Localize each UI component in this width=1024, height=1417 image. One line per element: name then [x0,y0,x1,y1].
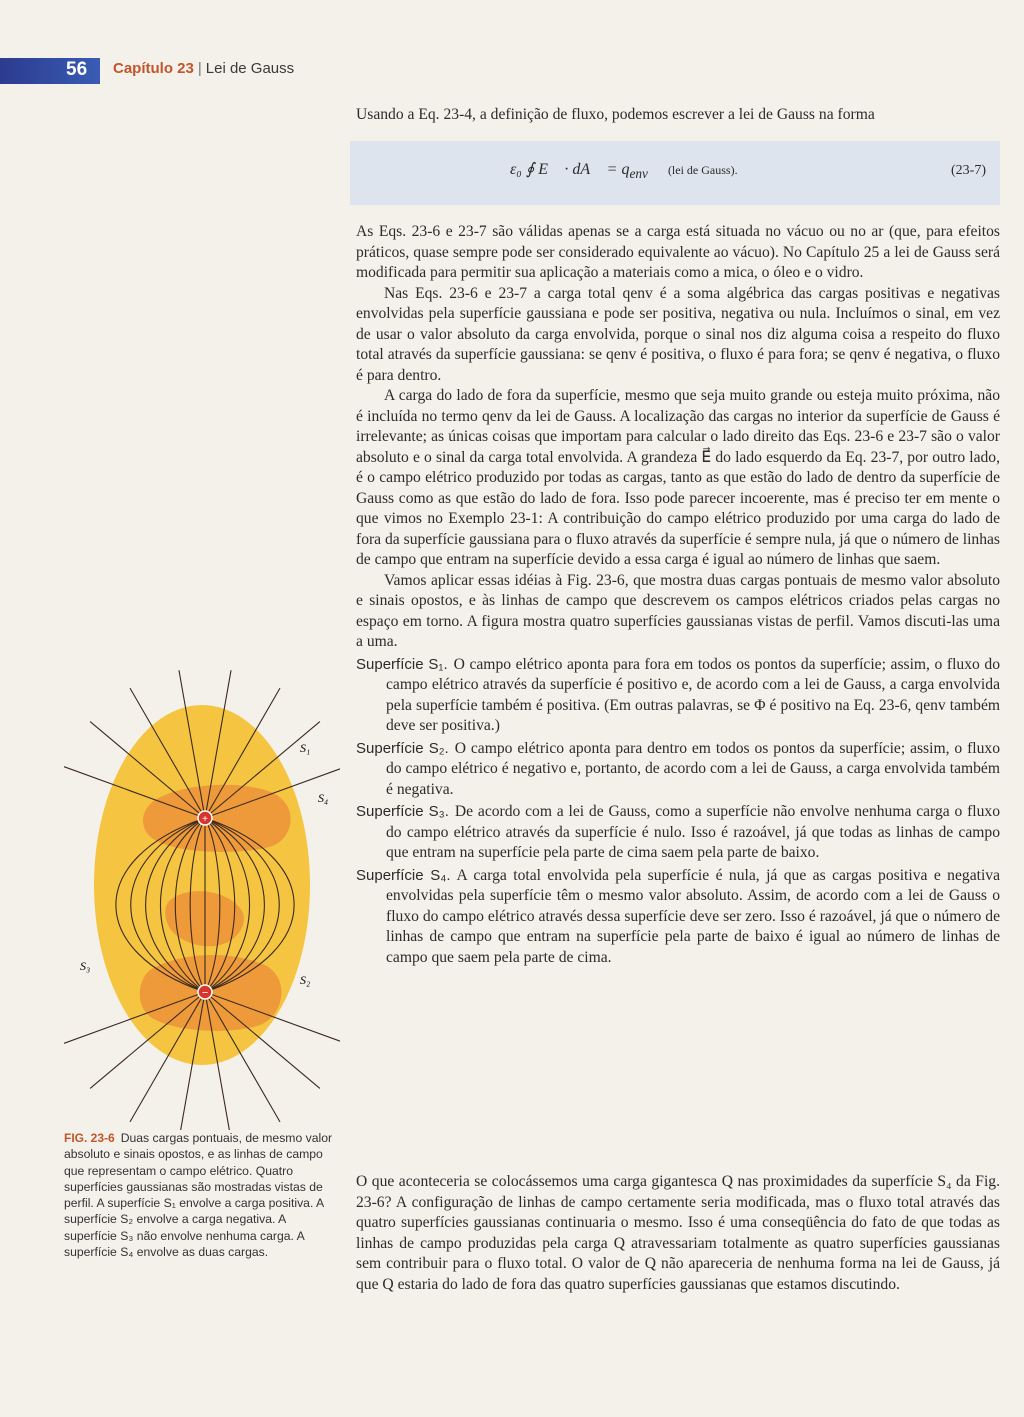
equation-note: (lei de Gauss). [667,163,738,177]
label-s2: S₂ [300,973,311,987]
surface-item [356,655,1000,737]
equation-subscript: env [629,166,648,182]
equation-lhs: ε₀ ∮ E⃗ · dA⃗ = q [510,161,630,178]
surface-label: Superfície S₃. [356,803,449,820]
surface-text: O campo elétrico aponta para dentro em todos os pontos da superfície; assim, o fluxo do campo elétrico é negativo e, portanto, de acordo com a lei de Gauss, a carga envolvida também é negativa. [386,739,1000,798]
surface-text: De acordo com a lei de Gauss, como a superfície não envolve nenhuma carga o fluxo do campo elétrico através da superfície é nulo. Isso é razoável, já que todas as linhas de campo que entram na superfície pela parte de cima saem pela parte de baixo. [386,803,1000,861]
negative-sign: − [201,987,209,999]
surface-item [356,866,1000,969]
body-text [356,222,1000,968]
label-s4: S₄ [318,791,329,805]
chapter-label: Capítulo 23 [113,60,194,77]
paragraph: Nas Eqs. 23-6 e 23-7 a carga total qenv é a soma algébrica das cargas positivas e negativas envolvidas pela superfície gaussiana e pode ser positiva, negativa ou nula. Incluímos o sinal, em vez de usar o valor absoluto da carga envolvida, porque o sinal nos diz alguma coisa a respeito do fluxo total através da superfície gaussiana: se qenv é positiva, o fluxo é para fora; se qenv é negativa, o fluxo é para dentro. [356,284,1000,384]
closing-block [356,1172,1000,1295]
chapter-topic: Lei de Gauss [205,60,295,77]
positive-sign: + [202,814,208,825]
header-separator: | [197,60,202,77]
surface-label: Superfície S₁. [356,655,448,673]
figure-caption [64,1130,340,1260]
surface-item [356,802,1000,864]
caption-text: Duas cargas pontuais, de mesmo valor absoluto e sinais opostos, e as linhas de campo que representam o campo elétrico. Quatro superfícies gaussianas são mostradas vistas de perfil. A superfície S₁ envolve a carga positiva. A superfície S₂ envolve a carga negativa. A superfície S₃ não envolve nenhuma carga. A superfície S₄ envolve as duas cargas. [64,1131,333,1260]
paragraph: A carga do lado de fora da superfície, mesmo que seja muito grande ou esteja muito próxima, não é incluída no termo qenv da lei de Gauss. A localização das cargas no interior da superfície de Gauss é irrelevante; as únicas coisas que importam para calcular o lado direito das Eqs. 23-6 e 23-7 são o valor absoluto e o sinal da carga total envolvida. A grandeza E⃗ do lado esquerdo da Eq. 23-7, por outro lado, é o campo elétrico produzido por todas as cargas, tanto as que estão do lado de dentro da superfície de Gauss como as que estão do lado de fora. Isso pode parecer incoerente, mas é preciso ter em mente o que vimos no Exemplo 23-1: A contribuição do campo elétrico produzido por uma carga do lado de fora da superfície gaussiana para o fluxo através da superfície é sempre nula, já que o número de linhas de campo que entram na superfície devido a essa carga é igual ao número de linhas que saem. [356,387,1000,568]
surface-text: O campo elétrico aponta para fora em todos os pontos da superfície; assim, o fluxo do campo elétrico através da superfície é positivo e, de acordo com a lei de Gauss, a carga envolvida pela superfície também é positiva. (Em outras palavras, se Φ é positivo na Eq. 23-6, qenv também deve ser positiva.) [386,655,1000,734]
paragraph: Vamos aplicar essas idéias à Fig. 23-6, que mostra duas cargas pontuais de mesmo valor absoluto e sinais opostos, e às linhas de campo que descrevem os campos elétricos criados pelas cargas no espaço em torno. A figura mostra quatro superfícies gaussianas vistas de perfil. Vamos discuti-las uma a uma. [356,571,1000,650]
surface-label: Superfície S₂. [356,739,449,757]
equation-number: (23-7) [951,163,986,178]
label-s1: S₁ [300,741,311,755]
intro-line: Usando a Eq. 23-4, a definição de fluxo, podemos escrever a lei de Gauss na forma [356,106,875,123]
surface-label: Superfície S₄. [356,866,451,884]
paragraph: As Eqs. 23-6 e 23-7 são válidas apenas se a carga está situada no vácuo ou no ar (que, para efeitos práticos, quase sempre pode ser considerado equivalente ao vácuo). No Capítulo 25 a lei de Gauss será modificada para permitir sua aplicação a materiais como a mica, o óleo e o vidro. [356,223,1000,281]
equation-box [350,141,1000,205]
gauss-law-equation [510,159,738,182]
surface-item [356,739,1000,801]
figure-23-6 [60,640,340,1130]
caption-label: FIG. 23-6 [64,1131,115,1145]
label-s3: S₃ [80,959,91,973]
surface-text: A carga total envolvida pela superfície é nula, já que as cargas positiva e negativa envolvidas pela superfície têm o mesmo valor absoluto. Assim, de acordo com a lei de Gauss o fluxo do campo elétrico através dessa superfície deve ser zero. Isso é razoável, já que o número de linhas de campo que entram na superfície pela parte de baixo é igual ao número de linhas de campo que saem pela parte de cima. [386,866,1000,966]
running-header [113,60,294,77]
closing-paragraph: O que aconteceria se colocássemos uma carga gigantesca Q nas proximidades da superfície S₄ da Fig. 23-6? A configuração de linhas de campo certamente seria modificada, mas o fluxo total através das quatro superfícies gaussianas continuaria o mesmo. Isso é uma conseqüência do fato de que todas as linhas de campo produzidas pela carga Q atravessariam totalmente as quatro superfícies gaussianas sem contribuir para o fluxo total. O valor de Q não apareceria de nenhuma forma na lei de Gauss, já que Q estaria do lado de fora das quatro superfícies gaussianas que estamos discutindo. [356,1173,1000,1293]
page-number: 56 [66,59,88,80]
